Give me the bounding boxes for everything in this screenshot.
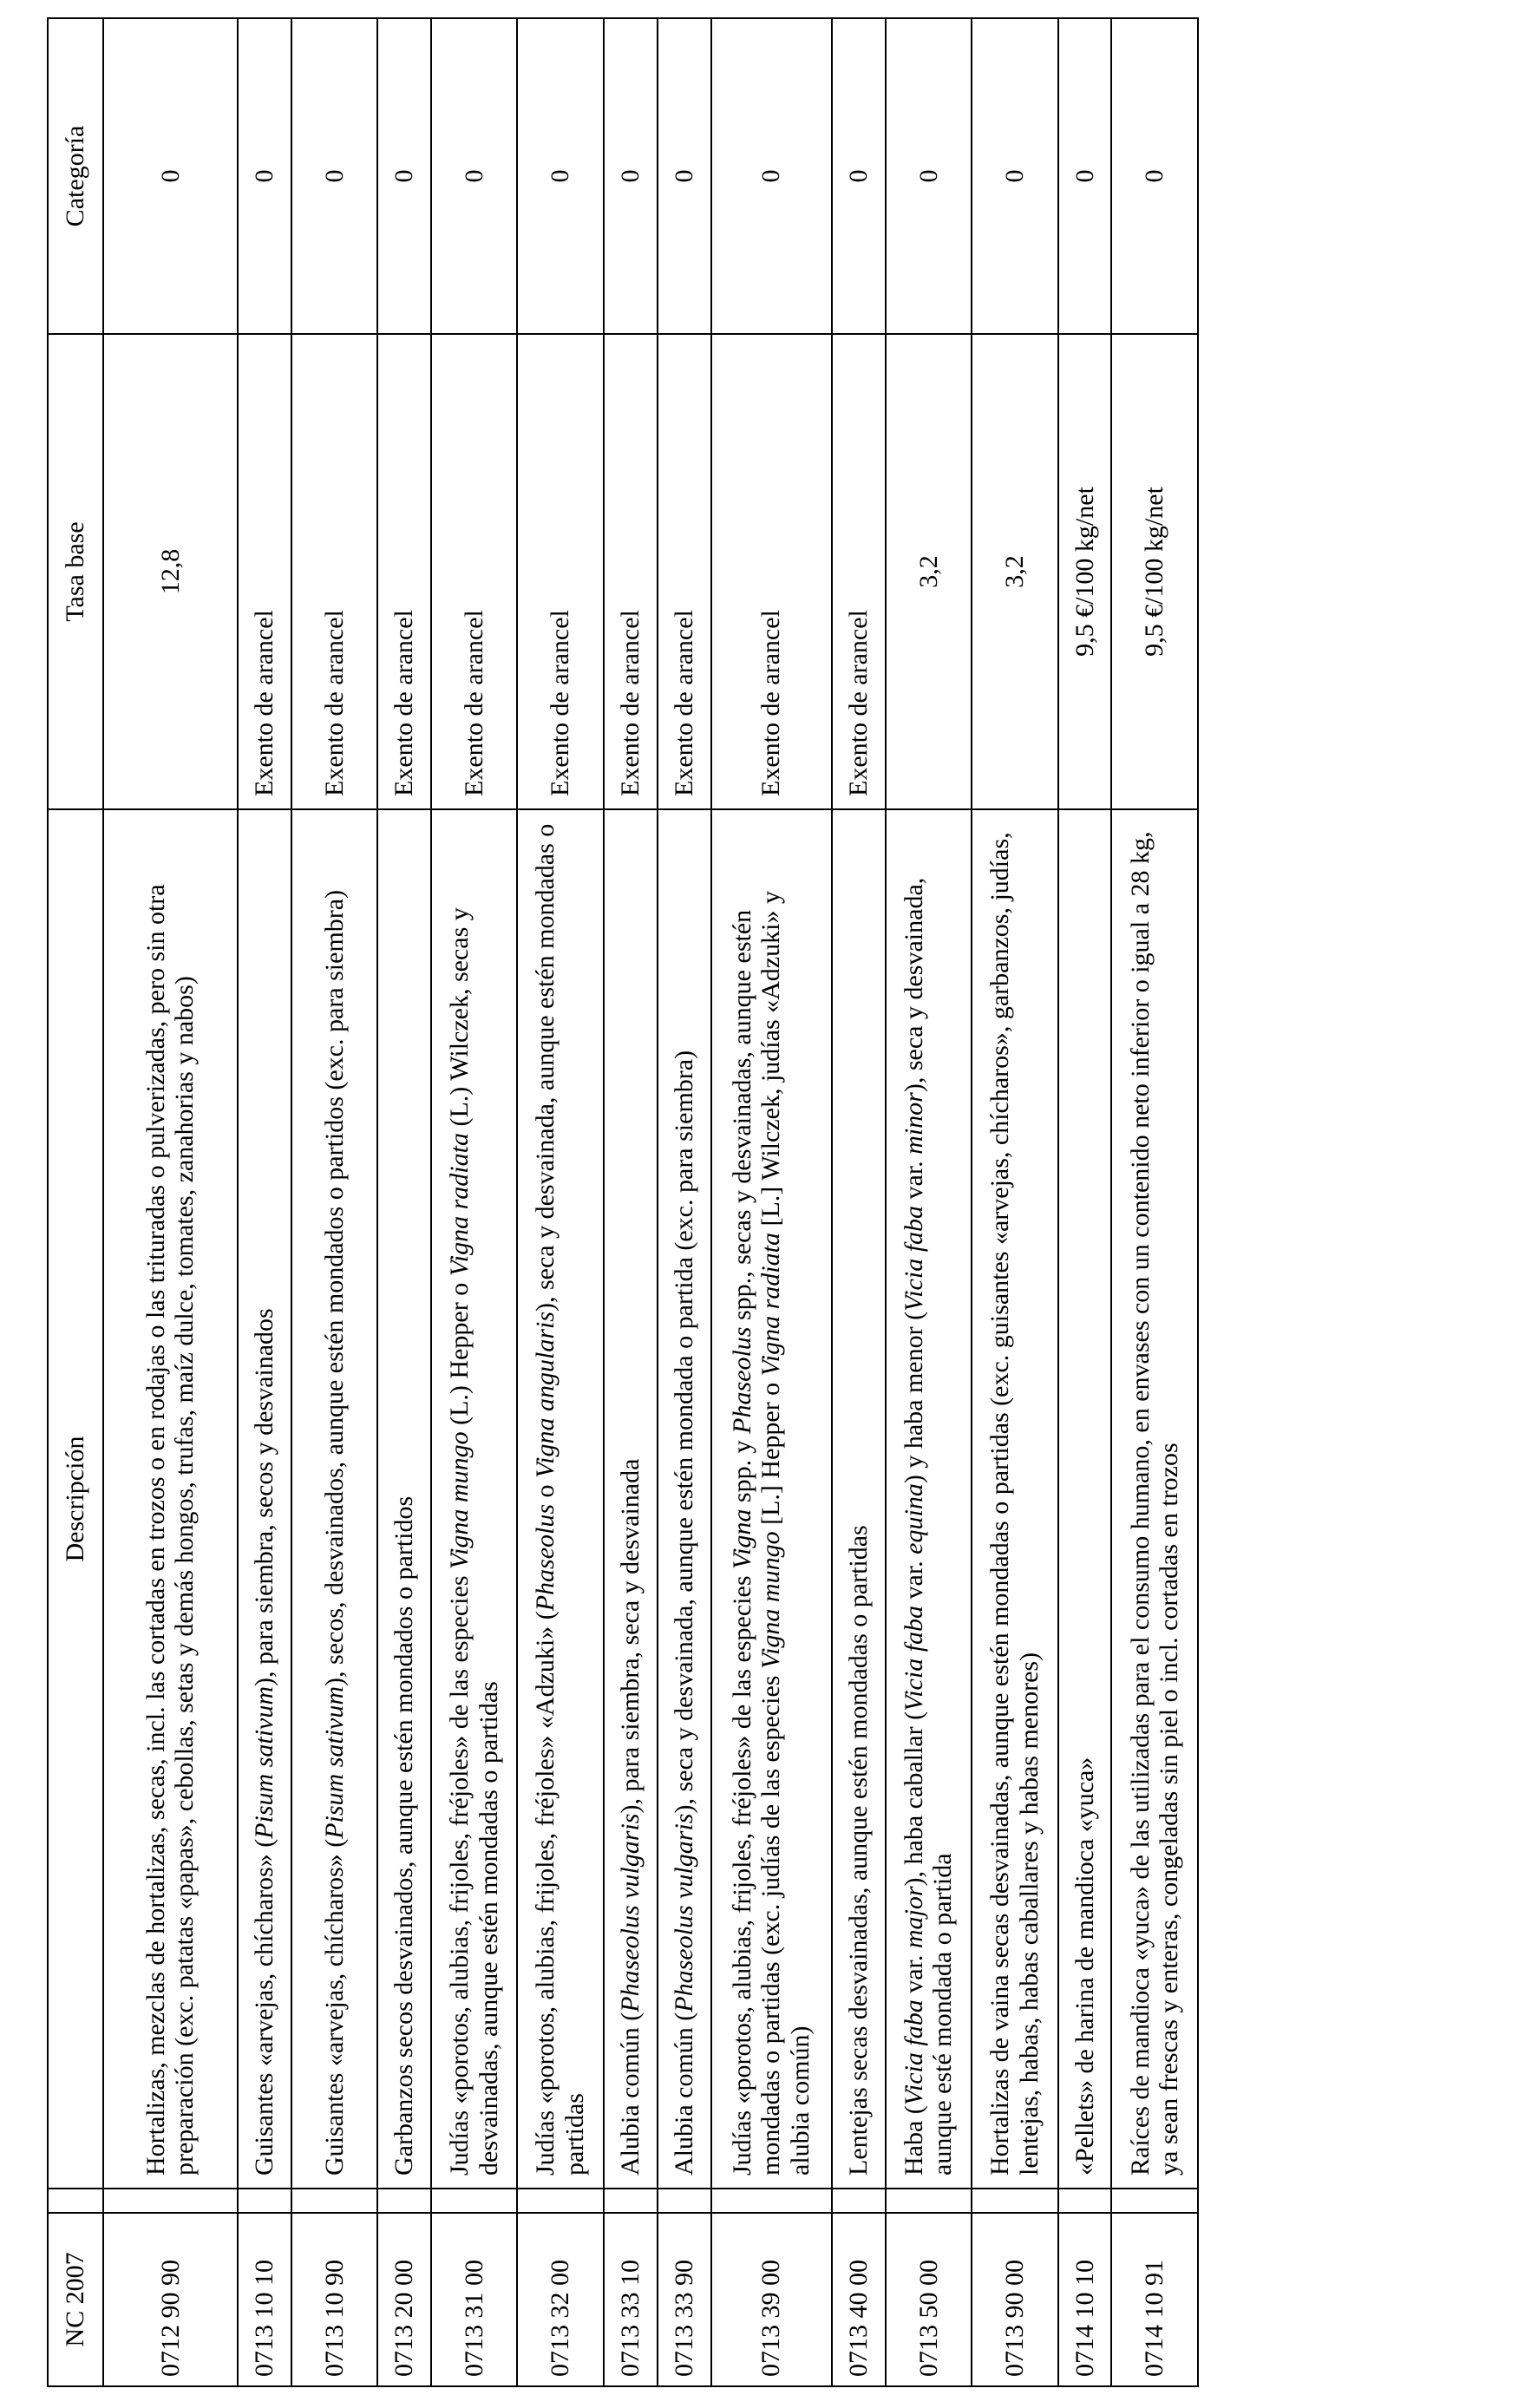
cell-category: 0	[1111, 18, 1198, 334]
cell-description: Alubia común (Phaseolus vulgaris), para siembra, seca y desvainada	[604, 809, 658, 2189]
cell-blank	[604, 2189, 658, 2213]
cell-blank	[517, 2189, 603, 2213]
cell-description: Guisantes «arvejas, chícharos» (Pisum sativum), para siembra, secos y desvainados	[238, 809, 291, 2189]
header-category: Categoría	[48, 18, 103, 334]
table-row	[886, 18, 972, 2386]
rotated-page	[47, 19, 1199, 2387]
cell-blank	[886, 2189, 972, 2213]
cell-code: 0714 10 91	[1111, 2213, 1198, 2386]
cell-category: 0	[658, 18, 711, 334]
table-row	[1058, 18, 1112, 2386]
cell-code: 0713 90 00	[972, 2213, 1057, 2386]
cell-category: 0	[972, 18, 1057, 334]
cell-category: 0	[103, 18, 238, 334]
cell-rate: Exento de arancel	[711, 334, 832, 809]
cell-category: 0	[832, 18, 886, 334]
cell-category: 0	[377, 18, 431, 334]
table-row	[238, 18, 291, 2386]
cell-description: Haba (Vicia faba var. major), haba caballar (Vicia faba var. equina) y haba menor (Vicia faba var. minor), seca y desvainada, aunque esté mondada o partida	[886, 809, 972, 2189]
cell-blank	[431, 2189, 517, 2213]
cell-rate: 12,8	[103, 334, 238, 809]
cell-category: 0	[238, 18, 291, 334]
table-row	[377, 18, 431, 2386]
table-row	[711, 18, 832, 2386]
cell-category: 0	[604, 18, 658, 334]
cell-blank	[832, 2189, 886, 2213]
cell-rate: 3,2	[886, 334, 972, 809]
cell-rate: Exento de arancel	[604, 334, 658, 809]
cell-rate: Exento de arancel	[658, 334, 711, 809]
cell-description: Judías «porotos, alubias, frijoles, fréjoles» de las especies Vigna mungo (L.) Hepper o Vigna radiata (L.) Wilczek, secas y desvainadas, aunque estén mondadas o partidas	[431, 809, 517, 2189]
cell-category: 0	[711, 18, 832, 334]
cell-blank	[291, 2189, 377, 2213]
cell-category: 0	[517, 18, 603, 334]
header-rate: Tasa base	[48, 334, 103, 809]
cell-code: 0714 10 10	[1058, 2213, 1112, 2386]
cell-description: Judías «porotos, alubias, frijoles, fréjoles» de las especies Vigna spp. y Phaseolus spp., secas y desvainadas, aunque estén mondadas o partidas (exc. judías de las especies Vigna mungo [L.] Hepper o Vigna radiata [L.] Wilczek, judías «Adzuki» y alubia común)	[711, 809, 832, 2189]
cell-code: 0713 33 10	[604, 2213, 658, 2386]
cell-category: 0	[886, 18, 972, 334]
cell-category: 0	[291, 18, 377, 334]
cell-description: «Pellets» de harina de mandioca «yuca»	[1058, 809, 1112, 2189]
cell-blank	[711, 2189, 832, 2213]
cell-code: 0713 33 90	[658, 2213, 711, 2386]
cell-blank	[103, 2189, 238, 2213]
table-row	[291, 18, 377, 2386]
cell-rate: Exento de arancel	[431, 334, 517, 809]
cell-category: 0	[431, 18, 517, 334]
cell-blank	[377, 2189, 431, 2213]
cell-blank	[238, 2189, 291, 2213]
table-row	[832, 18, 886, 2386]
header-code: NC 2007	[48, 2213, 103, 2386]
cell-code: 0712 90 90	[103, 2213, 238, 2386]
cell-description: Lentejas secas desvainadas, aunque estén mondadas o partidas	[832, 809, 886, 2189]
cell-code: 0713 10 10	[238, 2213, 291, 2386]
cell-description: Raíces de mandioca «yuca» de las utilizadas para el consumo humano, en envases con un contenido neto inferior o igual a 28 kg, ya sean frescas y enteras, congeladas sin piel o incl. cortadas en trozos	[1111, 809, 1198, 2189]
header-description: Descripción	[48, 809, 103, 2189]
cell-code: 0713 39 00	[711, 2213, 832, 2386]
table-row	[431, 18, 517, 2386]
cell-code: 0713 32 00	[517, 2213, 603, 2386]
cell-code: 0713 20 00	[377, 2213, 431, 2386]
cell-blank	[1058, 2189, 1112, 2213]
table-row	[103, 18, 238, 2386]
cell-description: Alubia común (Phaseolus vulgaris), seca y desvainada, aunque estén mondada o partida (exc. para siembra)	[658, 809, 711, 2189]
cell-code: 0713 31 00	[431, 2213, 517, 2386]
cell-blank	[1111, 2189, 1198, 2213]
cell-description: Judías «porotos, alubias, frijoles, fréjoles» «Adzuki» (Phaseolus o Vigna angularis), seca y desvainada, aunque estén mondadas o partidas	[517, 809, 603, 2189]
cell-category: 0	[1058, 18, 1112, 334]
table-row	[1111, 18, 1198, 2386]
tariff-table	[47, 17, 1199, 2387]
table-row	[658, 18, 711, 2386]
table-body	[103, 18, 1198, 2386]
cell-description: Guisantes «arvejas, chícharos» (Pisum sativum), secos, desvainados, aunque estén mondados o partidos (exc. para siembra)	[291, 809, 377, 2189]
cell-description: Garbanzos secos desvainados, aunque estén mondados o partidos	[377, 809, 431, 2189]
cell-rate: Exento de arancel	[517, 334, 603, 809]
cell-code: 0713 50 00	[886, 2213, 972, 2386]
cell-rate: 9,5 €/100 kg/net	[1058, 334, 1112, 809]
cell-rate: Exento de arancel	[377, 334, 431, 809]
cell-rate: Exento de arancel	[291, 334, 377, 809]
cell-description: Hortalizas de vaina secas desvainadas, aunque estén mondadas o partidas (exc. guisantes «arvejas, chícharos», garbanzos, judías, lentejas, habas, habas caballares y habas menores)	[972, 809, 1057, 2189]
cell-rate: Exento de arancel	[238, 334, 291, 809]
table-row	[517, 18, 603, 2386]
cell-code: 0713 40 00	[832, 2213, 886, 2386]
cell-blank	[972, 2189, 1057, 2213]
header-blank	[48, 2189, 103, 2213]
table-row	[972, 18, 1057, 2386]
cell-code: 0713 10 90	[291, 2213, 377, 2386]
cell-rate: 9,5 €/100 kg/net	[1111, 334, 1198, 809]
table-header-row	[48, 18, 103, 2386]
cell-rate: Exento de arancel	[832, 334, 886, 809]
cell-rate: 3,2	[972, 334, 1057, 809]
cell-description: Hortalizas, mezclas de hortalizas, secas, incl. las cortadas en trozos o en rodajas o las trituradas o pulverizadas, pero sin otra preparación (exc. patatas «papas», cebollas, setas y demás hongos, trufas, maíz dulce, tomates, zanahorias y nabos)	[103, 809, 238, 2189]
table-row	[604, 18, 658, 2386]
cell-blank	[658, 2189, 711, 2213]
